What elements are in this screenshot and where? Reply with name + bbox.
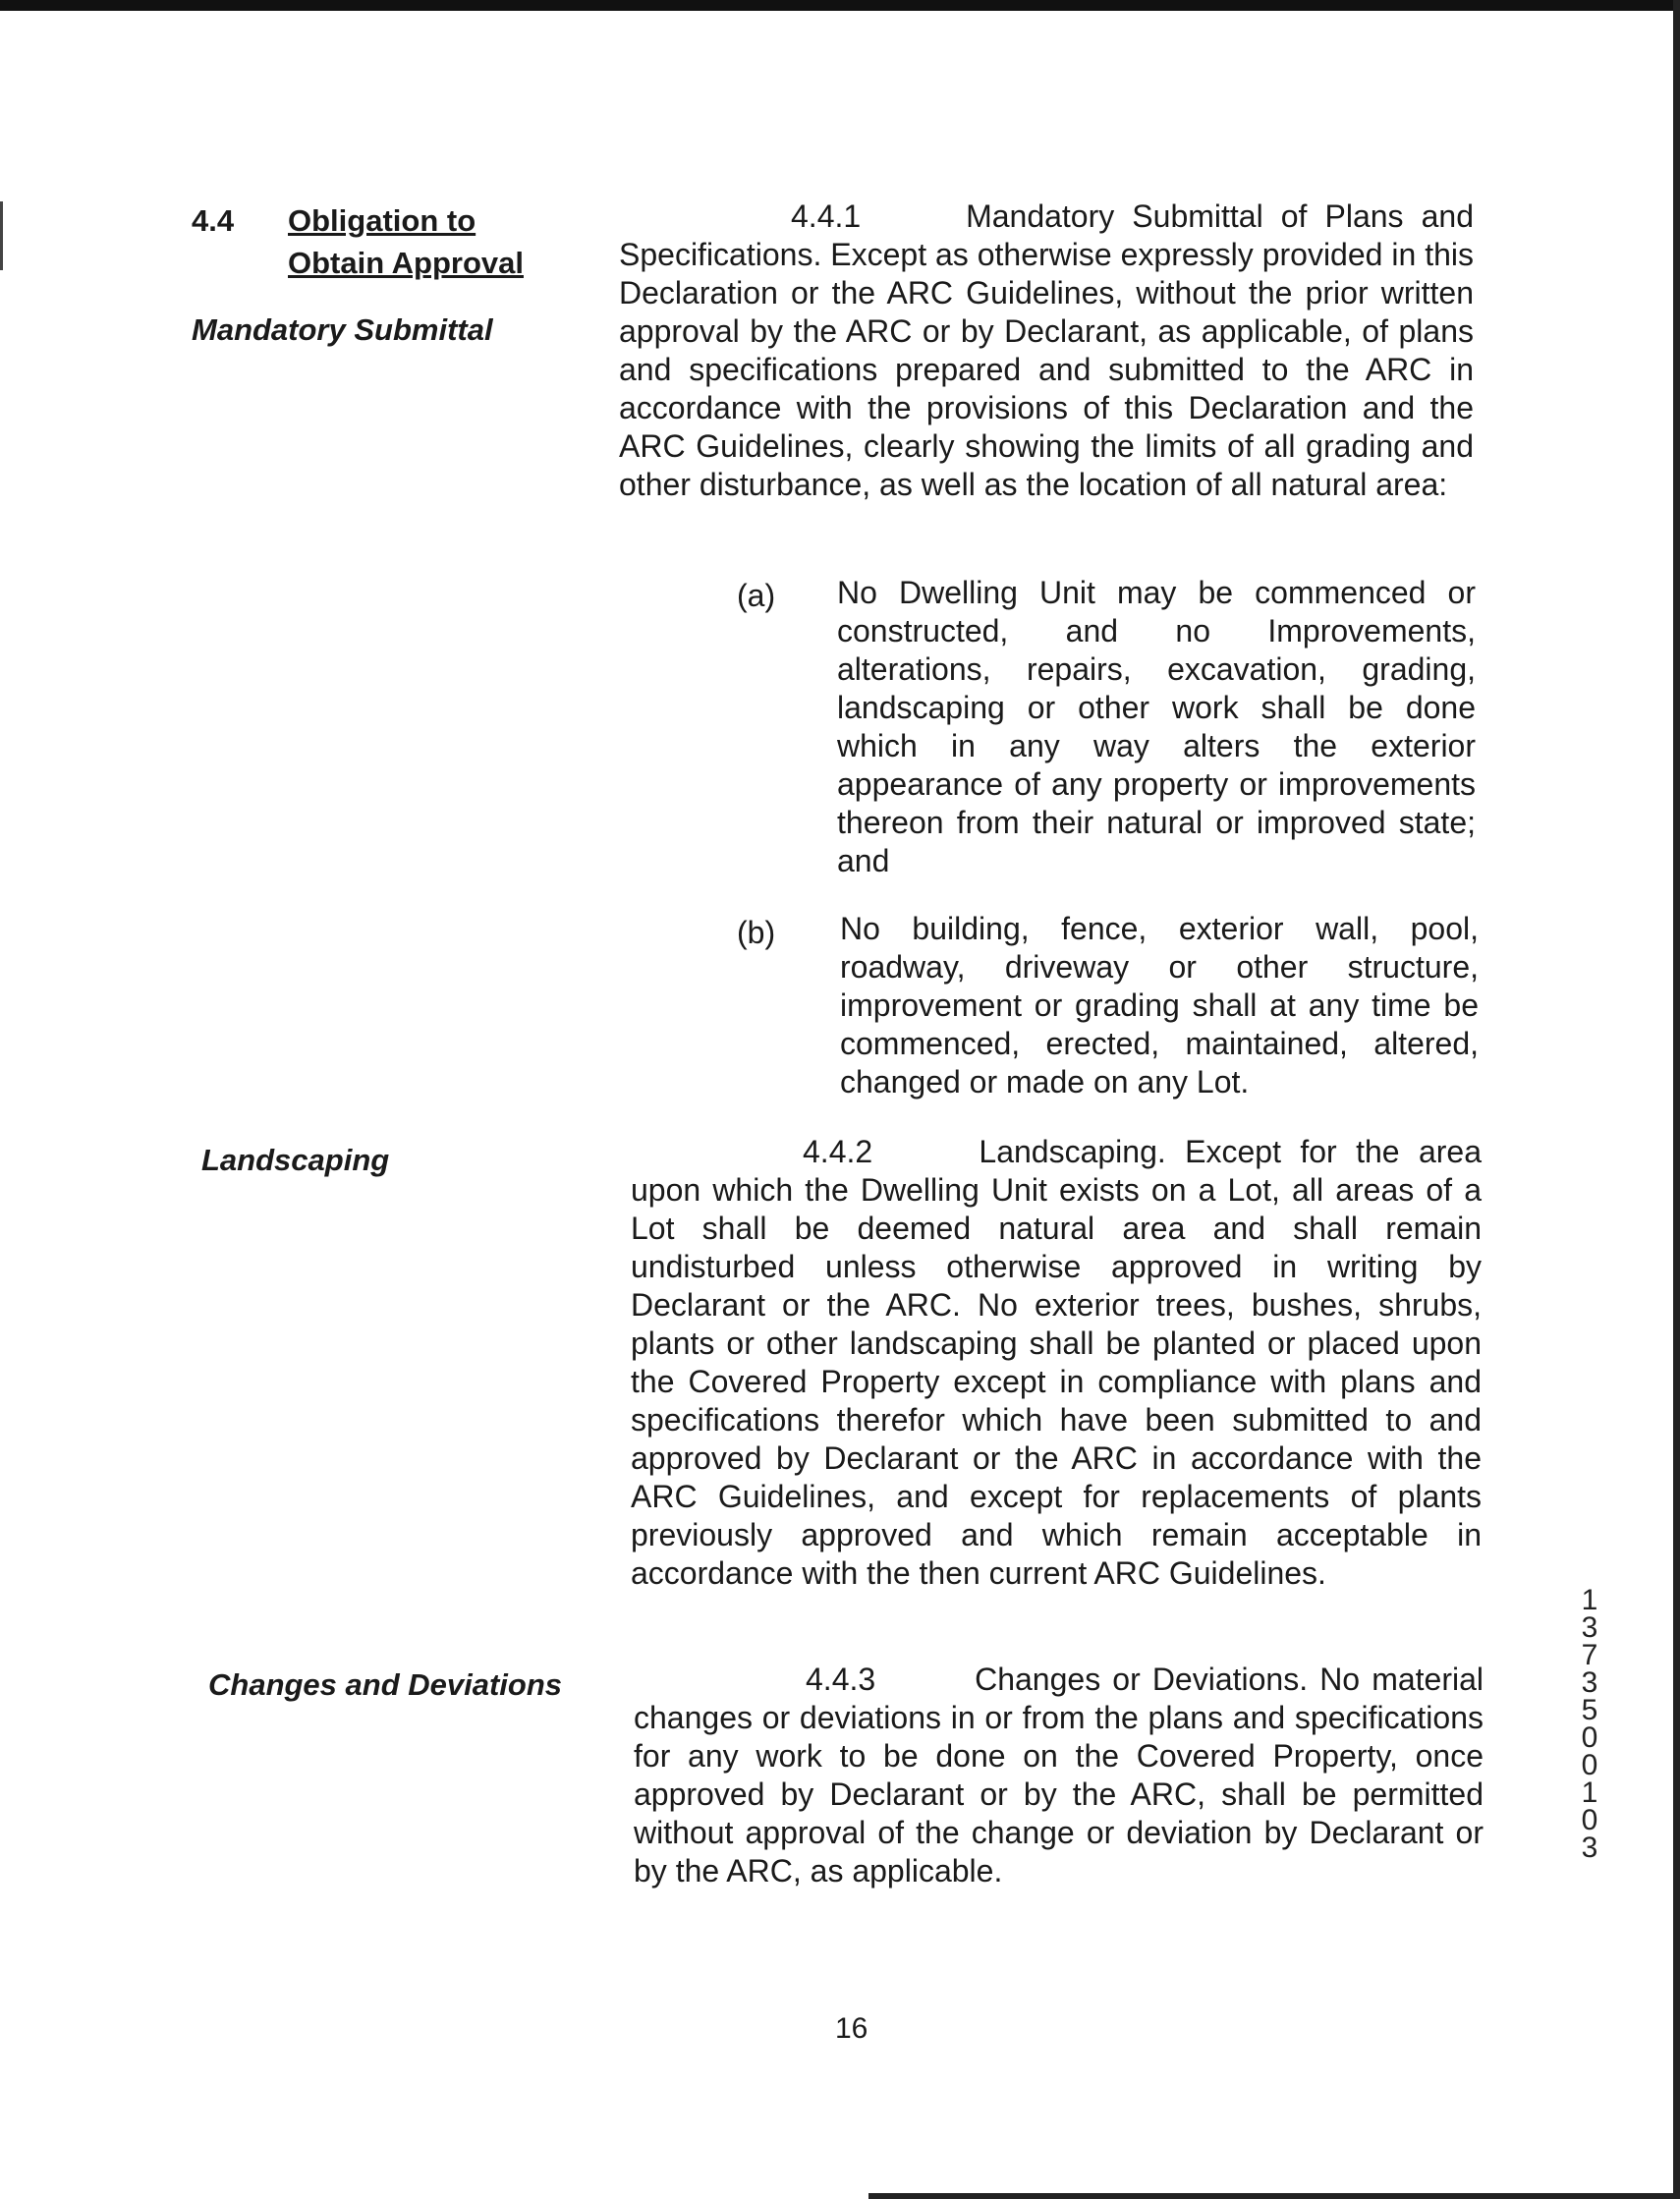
item-a-label: (a) xyxy=(737,578,776,613)
scan-border-right xyxy=(1673,0,1680,2199)
item-a-text: No Dwelling Unit may be commenced or constructed, and no Improvements, alterations, repairs, excavation, grading, landscaping or other work shall be done which in any way alters the exterior appearance of any property or improvements thereon from their natural or improved state; and xyxy=(837,575,1476,878)
paragraph-4-4-2 xyxy=(631,1133,1482,1593)
item-b-label: (b) xyxy=(737,915,776,950)
paragraph-4-4-3 xyxy=(634,1661,1484,1890)
paragraph-number: 4.4.2 xyxy=(803,1134,873,1169)
margin-document-stamp: 13735 00103 xyxy=(1581,1584,1598,1864)
section-title xyxy=(288,199,524,284)
paragraph-4-4-1 xyxy=(619,197,1474,504)
side-heading-changes: Changes and Deviations xyxy=(208,1667,563,1702)
scan-border-top xyxy=(0,0,1680,11)
paragraph-number: 4.4.1 xyxy=(791,198,862,234)
page-number: 16 xyxy=(835,2012,868,2045)
side-heading-landscaping: Landscaping xyxy=(201,1143,390,1177)
paragraph-text: Landscaping. Except for the area upon which the Dwelling Unit exists on a Lot, all areas of a Lot shall be deemed natural area and shall remain undisturbed unless otherwise approved in writing by Declarant or the ARC. No exterior trees, bushes, shrubs, plants or other landscaping shall be planted or placed upon the Covered Property except in compliance with plans and specifications therefor which have been submitted to and approved by Declarant or the ARC in accordance with the ARC Guidelines, and except for replacements of plants previously approved and which remain acceptable in accordance with the then current ARC Guidelines. xyxy=(631,1134,1483,1591)
section-title-line1: Obligation to xyxy=(288,203,476,238)
paragraph-text: Changes or Deviations. No material changes or deviations in or from the plans and specifications for any work to be done on the Covered Property, once approved by Declarant or by the ARC, shall be permitted without approval of the change or deviation by Declarant or by the ARC, as applicable. xyxy=(634,1662,1484,1889)
paragraph-number: 4.4.3 xyxy=(806,1662,876,1697)
scan-mark-left xyxy=(0,201,3,270)
side-heading-mandatory: Mandatory Submittal xyxy=(192,312,493,347)
scan-border-bottom xyxy=(868,2193,1680,2199)
item-b-text: No building, fence, exterior wall, pool, roadway, driveway or other structure, improvement or grading shall at any time be commenced, erected, maintained, altered, changed or made on any Lot. xyxy=(840,911,1479,1100)
section-number: 4.4 xyxy=(192,203,235,238)
section-title-line2: Obtain Approval xyxy=(288,246,524,280)
paragraph-text: Mandatory Submittal of Plans and Specifications. Except as otherwise expressly provided in this Declaration or the ARC Guidelines, without the prior written approval by the ARC or by Declarant, as applicable, of plans and specifications prepared and submitted to the ARC in accordance with the provisions of this Declaration and the ARC Guidelines, clearly showing the limits of all grading and other disturbance, as well as the location of all natural area: xyxy=(619,198,1475,502)
